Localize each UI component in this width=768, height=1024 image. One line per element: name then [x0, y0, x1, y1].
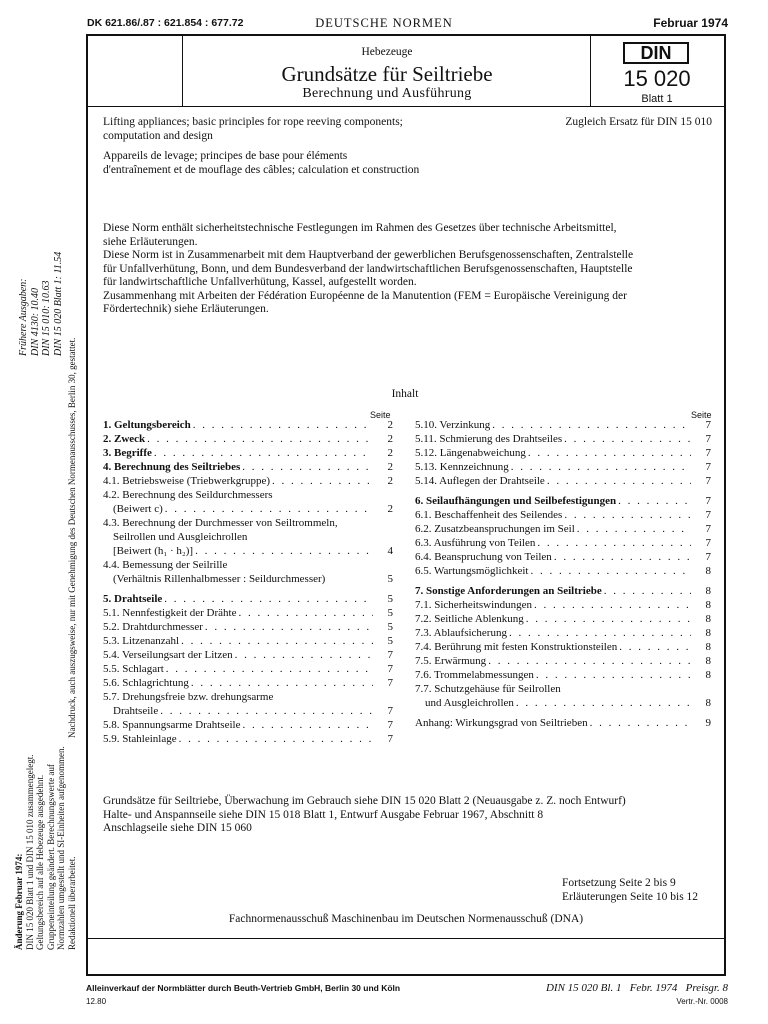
intro-line: für landwirtschaftliche Unfallverhütung, Kassel, aufgestellt worden. [103, 276, 417, 288]
amendment-note [14, 746, 77, 950]
toc-entry-label: 5.5. Schlagart [103, 663, 164, 675]
toc-entry-label: 6.3. Ausführung von Teilen [415, 537, 536, 549]
toc-entry[interactable] [103, 606, 393, 620]
toc-entry[interactable] [103, 592, 393, 606]
toc-entry[interactable] [415, 522, 711, 536]
english-title-line: Lifting appliances; basic principles for rope reeving components; [103, 116, 403, 128]
toc-leader-dots [147, 432, 373, 446]
toc-entry-page: 2 [387, 433, 393, 445]
previous-editions-title: Frühere Ausgaben: [18, 278, 29, 356]
toc-entry-label: 7.3. Ablaufsicherung [415, 627, 507, 639]
previous-edition: DIN 15 010: 10.63 [41, 280, 52, 356]
toc-leader-dots [564, 508, 691, 522]
toc-entry-label: 6.5. Wartungsmöglichkeit [415, 565, 529, 577]
toc-entry[interactable] [103, 690, 393, 704]
toc-entry-label: und Ausgleichrollen [425, 697, 514, 709]
toc-leader-dots [536, 668, 691, 682]
toc-entry-label: 5.12. Längenabweichung [415, 447, 526, 459]
toc-entry-page: 8 [705, 655, 711, 667]
toc-leader-dots [618, 494, 691, 508]
toc-entry[interactable] [415, 494, 711, 508]
related-line: Grundsätze für Seiltriebe, Überwachung im Gebrauch siehe DIN 15 020 Blatt 2 (Neuausgabe z. Z. noch Entwurf) [103, 795, 626, 807]
french-title-line: Appareils de levage; principes de base pour éléments [103, 150, 348, 162]
toc-entry[interactable] [415, 696, 711, 710]
toc-entry-label: 7.7. Schutzgehäuse für Seilrollen [415, 683, 561, 695]
toc-entry-label: 5.7. Drehungsfreie bzw. drehungsarme [103, 691, 274, 703]
toc-entry-label: [Beiwert (h₁ · h₂)] [113, 545, 194, 557]
toc-entry[interactable] [415, 626, 711, 640]
reprint-notice: Nachdruck, auch auszugsweise, nur mit Genehmigung des Deutschen Normenausschusses, Berlin 30, gestattet. [67, 337, 77, 738]
toc-leader-dots [516, 696, 691, 710]
toc-leader-dots [160, 704, 373, 718]
toc-entry-label: 7.6. Trommelabmessungen [415, 669, 534, 681]
toc-leader-dots [509, 626, 691, 640]
toc-entry-page: 5 [387, 635, 393, 647]
toc-entry-label: 6. Seilaufhängungen und Seilbefestigungen [415, 495, 617, 507]
toc-entry-label: (Verhältnis Rillenhalbmesser : Seildurchmesser) [113, 573, 326, 585]
toc-entry[interactable] [415, 584, 711, 598]
english-title [103, 116, 403, 143]
toc-leader-dots [195, 544, 373, 558]
toc-seite-label-right: Seite [691, 410, 712, 420]
toc-entry[interactable] [103, 662, 393, 676]
committee-line: Fachnormenausschuß Maschinenbau im Deutschen Normenausschuß (DNA) [228, 913, 584, 925]
din-number: 15 020 [623, 66, 691, 91]
footer-code: 12.80 [86, 997, 107, 1006]
toc-entry-label: 4. Berechnung des Seiltriebes [103, 461, 241, 473]
toc-entry[interactable] [415, 716, 711, 730]
toc-entry-label: (Beiwert c) [113, 503, 163, 515]
toc-entry-page: 8 [705, 669, 711, 681]
amendment-line: Redaktionell überarbeitet. [66, 856, 77, 950]
toc-leader-dots [488, 654, 691, 668]
toc-entry-page: 8 [705, 697, 711, 709]
toc-entry-page: 7 [387, 663, 393, 675]
toc-entry-page: 4 [387, 545, 393, 557]
related-line: Halte- und Anspannseile siehe DIN 15 018 Blatt 1, Entwurf Ausgabe Februar 1967, Abschnitt 8 [103, 808, 544, 821]
toc-entry-page: 7 [387, 649, 393, 661]
toc-entry-page: 7 [387, 677, 393, 689]
toc-entry-label: 3. Begriffe [103, 447, 152, 459]
toc-entry[interactable] [103, 544, 393, 558]
toc-entry[interactable] [415, 536, 711, 550]
toc-leader-dots [547, 474, 691, 488]
toc-entry[interactable] [103, 634, 393, 648]
toc-entry-label: 7.2. Seitliche Ablenkung [415, 613, 524, 625]
replaces-note: Zugleich Ersatz für DIN 15 010 [565, 116, 712, 128]
toc-leader-dots [179, 732, 373, 746]
issue-date: Februar 1974 [653, 16, 728, 30]
toc-entry[interactable] [103, 676, 393, 690]
continuation-line: Fortsetzung Seite 2 bis 9 [562, 877, 676, 889]
toc-leader-dots [619, 640, 691, 654]
toc-entry[interactable] [415, 460, 711, 474]
toc-entry-page: 8 [705, 599, 711, 611]
toc-entry-page: 7 [705, 475, 711, 487]
toc-entry-label: 5. Drahtseile [103, 593, 163, 605]
toc-entry-page: 7 [705, 523, 711, 535]
toc-entry-label: 5.3. Litzenanzahl [103, 635, 180, 647]
toc-entry[interactable] [103, 558, 393, 572]
continuation-line: Erläuterungen Seite 10 bis 12 [562, 890, 699, 903]
toc-entry-page: 8 [705, 565, 711, 577]
page-subtitle: Berechnung und Ausführung [302, 86, 472, 101]
toc-entry-label: 6.2. Zusatzbeanspruchungen im Seil [415, 523, 575, 535]
toc-entry-page: 7 [705, 509, 711, 521]
toc-leader-dots [511, 460, 691, 474]
toc-entry-label: 4.3. Berechnung der Durchmesser von Seiltrommeln, [103, 517, 338, 529]
toc-leader-dots [193, 418, 373, 432]
intro-line: für Unfallverhütung, Bonn, und dem Bundesverband der landwirtschaftlichen Berufsgenossenschaften, Hauptstelle [103, 262, 633, 275]
toc-entry-label: 7.1. Sicherheitswindungen [415, 599, 533, 611]
toc-entry-page: 5 [387, 607, 393, 619]
toc-entry-label: 4.2. Berechnung des Seildurchmessers [103, 489, 273, 501]
toc-entry-label: 7.5. Erwärmung [415, 655, 487, 667]
toc-entry-label: 7.4. Berührung mit festen Konstruktionsteilen [415, 641, 618, 653]
toc-entry[interactable] [103, 620, 393, 634]
toc-entry-label: 4.4. Bemessung der Seilrille [103, 559, 228, 571]
bottom-divider [86, 938, 726, 939]
amendment-line: Normzahlen umgestellt und SI-Einheiten aufgenommen. [56, 746, 66, 950]
toc-entry-page: 2 [387, 475, 393, 487]
toc-entry-label: 5.14. Auflegen der Drahtseile [415, 475, 545, 487]
toc-entry[interactable] [103, 488, 393, 502]
toc-entry[interactable] [103, 704, 393, 718]
english-title-line: computation and design [103, 129, 213, 142]
toc-entry-label: 5.2. Drahtdurchmesser [103, 621, 203, 633]
amendment-line: Geltungsbereich auf alle Hebezeuge ausgedehnt. [35, 774, 45, 950]
toc-entry-label: 2. Zweck [103, 433, 146, 445]
toc-leader-dots [191, 676, 373, 690]
toc-entry-page: 7 [705, 419, 711, 431]
toc-entry-page: 7 [387, 719, 393, 731]
toc-entry-page: 7 [705, 447, 711, 459]
toc-entry[interactable] [415, 550, 711, 564]
toc-entry[interactable] [415, 598, 711, 612]
title-left-divider [182, 34, 183, 107]
toc-leader-dots [242, 460, 373, 474]
toc-leader-dots [165, 502, 373, 516]
toc-heading: Inhalt [391, 388, 419, 400]
toc-entry-page: 5 [387, 573, 393, 585]
toc-leader-dots [564, 432, 691, 446]
toc-entry[interactable] [415, 474, 711, 488]
previous-edition: DIN 4130: 10.40 [29, 287, 41, 356]
toc-entry-label: 5.13. Kennzeichnung [415, 461, 509, 473]
toc-entry-page: 8 [705, 641, 711, 653]
toc-entry[interactable] [103, 530, 393, 544]
toc-leader-dots [534, 598, 691, 612]
classification-code: DK 621.86/.87 : 621.854 : 677.72 [87, 17, 244, 29]
toc-entry-page: 5 [387, 621, 393, 633]
toc-leader-dots [166, 662, 373, 676]
toc-entry[interactable] [103, 474, 393, 488]
toc-entry-label: 1. Geltungsbereich [103, 419, 191, 431]
toc-entry-label: 5.9. Stahleinlage [103, 733, 177, 745]
toc-entry[interactable] [103, 718, 393, 732]
french-title [103, 150, 419, 177]
toc-leader-dots [164, 592, 373, 606]
toc-entry-page: 8 [705, 627, 711, 639]
toc-leader-dots [242, 718, 373, 732]
footer-reference: DIN 15 020 Bl. 1 Febr. 1974 Preisgr. 8 [545, 982, 728, 994]
toc-entry[interactable] [415, 432, 711, 446]
toc-entry[interactable] [103, 432, 393, 446]
intro-line: Zusammenhang mit Arbeiten der Fédération Européenne de la Manutention (FEM = Europäische Vereinigung der [103, 289, 627, 302]
toc-entry[interactable] [415, 668, 711, 682]
toc-leader-dots [526, 612, 691, 626]
toc-entry-label: 5.6. Schlagrichtung [103, 677, 189, 689]
toc-entry[interactable] [103, 732, 393, 746]
din-sheet: Blatt 1 [641, 93, 673, 105]
toc-leader-dots [272, 474, 373, 488]
toc-entry[interactable] [415, 612, 711, 626]
toc-leader-dots [235, 648, 373, 662]
toc-leader-dots [205, 620, 373, 634]
toc-entry[interactable] [415, 508, 711, 522]
toc-leader-dots [528, 446, 691, 460]
toc-entry-page: 9 [705, 717, 711, 729]
toc-entry[interactable] [103, 460, 393, 474]
toc-entry-page: 8 [705, 585, 711, 597]
intro-line: siehe Erläuterungen. [103, 235, 198, 248]
toc-entry-page: 7 [387, 705, 393, 717]
toc-entry-label: 7. Sonstige Anforderungen an Seiltriebe [415, 585, 602, 597]
toc-entry-page: 2 [387, 419, 393, 431]
page-title: Grundsätze für Seiltriebe [281, 62, 493, 86]
toc-entry[interactable] [415, 654, 711, 668]
toc-seite-label-left: Seite [370, 410, 391, 420]
toc-leader-dots [238, 606, 373, 620]
toc-entry[interactable] [415, 446, 711, 460]
title-category: Hebezeuge [361, 46, 413, 58]
toc-entry-page: 7 [705, 433, 711, 445]
toc-entry[interactable] [415, 682, 711, 696]
toc-entry-page: 2 [387, 503, 393, 515]
intro-line: Fördertechnik) siehe Erläuterungen. [103, 303, 269, 315]
toc-entry-label: 5.10. Verzinkung [415, 419, 491, 431]
toc-entry[interactable] [415, 640, 711, 654]
din-logo: DIN [623, 42, 689, 64]
amendment-line: DIN 15 020 Blatt 1 und DIN 15 010 zusammengelegt. [24, 754, 35, 950]
intro-line: Diese Norm enthält sicherheitstechnische Festlegungen im Rahmen des Gesetzes über technische Arbeitsmittel, [103, 222, 617, 234]
toc-entry[interactable] [103, 446, 393, 460]
toc-entry[interactable] [103, 648, 393, 662]
related-line: Anschlagseile siehe DIN 15 060 [103, 822, 252, 834]
toc-entry[interactable] [415, 564, 711, 578]
toc-entry-page: 7 [705, 461, 711, 473]
publication-name: DEUTSCHE NORMEN [315, 16, 453, 30]
continuation-note [562, 877, 698, 904]
toc-entry-label: 5.1. Nennfestigkeit der Drähte [103, 607, 237, 619]
toc-leader-dots [537, 536, 691, 550]
french-title-line: d'entraînement et de mouflage des câbles; calculation et construction [103, 163, 420, 176]
toc-entry-page: 7 [705, 495, 711, 507]
toc-entry-page: 7 [705, 537, 711, 549]
toc-entry[interactable] [103, 572, 393, 586]
toc-entry-label: Anhang: Wirkungsgrad von Seiltrieben [415, 717, 588, 729]
toc-leader-dots [154, 446, 373, 460]
footer-vertrieb: Vertr.-Nr. 0008 [676, 997, 728, 1006]
previous-editions [18, 252, 64, 356]
toc-entry[interactable] [103, 502, 393, 516]
toc-entry-label: 5.8. Spannungsarme Drahtseile [103, 719, 241, 731]
toc-entry-page: 2 [387, 461, 393, 473]
toc-entry-label: 6.1. Beschaffenheit des Seilendes [415, 509, 563, 521]
toc-entry-page: 7 [387, 733, 393, 745]
toc-entry-page: 5 [387, 593, 393, 605]
toc-right-column [415, 418, 711, 730]
intro-paragraph [103, 222, 713, 317]
related-standards [103, 795, 713, 836]
toc-entry-label: 5.11. Schmierung des Drahtseiles [415, 433, 563, 445]
amendment-line: Gruppeneinteilung geändert. Berechnungswerte auf [45, 764, 56, 950]
toc-leader-dots [604, 584, 691, 598]
toc-leader-dots [590, 716, 691, 730]
toc-left-column [103, 418, 393, 746]
toc-leader-dots [492, 418, 691, 432]
footer-distributor: Alleinverkauf der Normblätter durch Beuth-Vertrieb GmbH, Berlin 30 und Köln [86, 983, 401, 993]
previous-edition: DIN 15 020 Blatt 1: 11.54 [52, 251, 64, 356]
toc-entry-page: 8 [705, 613, 711, 625]
toc-entry[interactable] [415, 418, 711, 432]
toc-leader-dots [554, 550, 691, 564]
toc-entry-label: Seilrollen und Ausgleichrollen [113, 531, 248, 543]
intro-line: Diese Norm ist in Zusammenarbeit mit dem Hauptverband der gewerblichen Berufsgenossenschaften, Zentralstelle [103, 249, 634, 261]
amendment-title: Änderung Februar 1974: [14, 853, 24, 950]
toc-entry-page: 2 [387, 447, 393, 459]
toc-entry[interactable] [103, 418, 393, 432]
toc-entry[interactable] [103, 516, 393, 530]
toc-entry-page: 7 [705, 551, 711, 563]
toc-leader-dots [181, 634, 373, 648]
toc-entry-label: 4.1. Betriebsweise (Triebwerkgruppe) [103, 475, 270, 487]
toc-entry-label: Drahtseile [113, 705, 159, 717]
toc-entry-label: 5.4. Verseilungsart der Litzen [103, 649, 233, 661]
toc-leader-dots [530, 564, 691, 578]
toc-leader-dots [577, 522, 691, 536]
toc-entry-label: 6.4. Beanspruchung von Teilen [415, 551, 552, 563]
